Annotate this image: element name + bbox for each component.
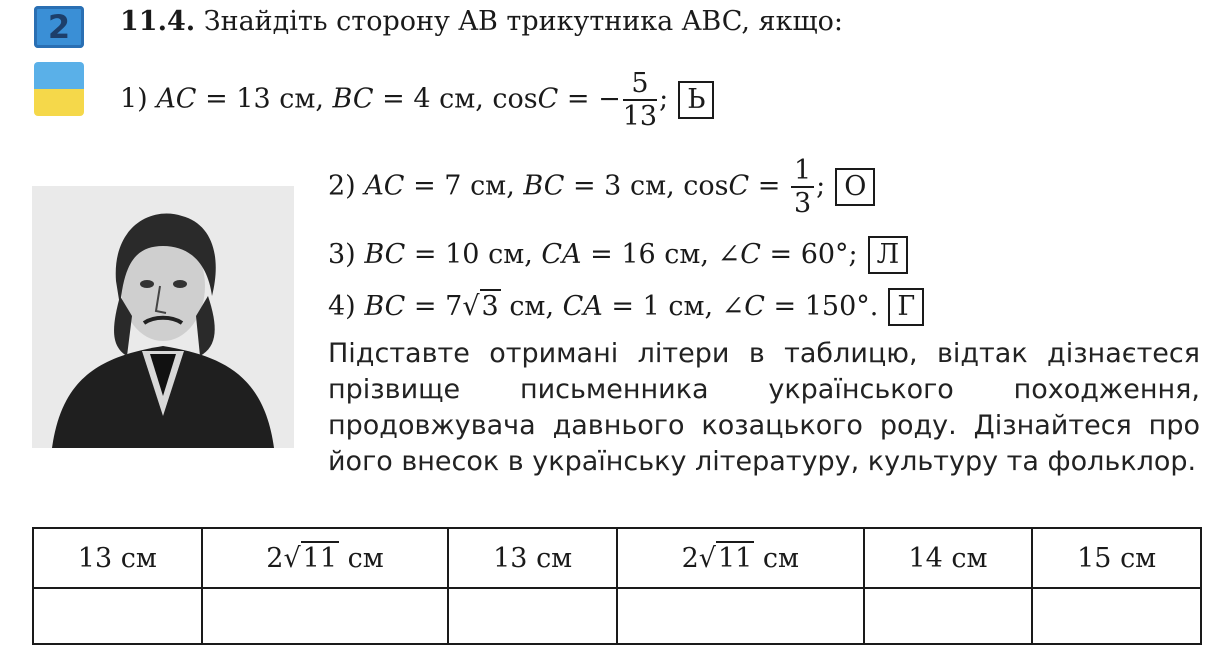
table-header-row [33,528,1201,588]
ukraine-flag-icon [34,62,84,116]
table-header-cell: 13 см [33,528,202,588]
fraction: $\frac{5}{13}$ [622,68,658,133]
table-answer-row [33,588,1201,644]
writer-portrait [32,186,294,448]
item-4: 4) BC = 7√3 см, CA = 1 см, ∠C = 150°. Г [328,288,924,326]
answer-cell[interactable] [617,588,864,644]
item-3: 3) BC = 10 см, CA = 16 см, ∠C = 60°; Л [328,236,908,274]
task-title [120,6,843,37]
answer-letter: Г [888,288,924,326]
answer-cell[interactable] [202,588,449,644]
task-prompt: Знайдіть сторону AB трикутника ABC, якщо: [203,6,843,37]
answer-cell[interactable] [1032,588,1201,644]
table-header-cell: 14 см [864,528,1033,588]
instructions-paragraph: Підставте отримані літери в таблицю, відтак дізнаєтеся прізвище письменника українського походження, продовжувача давнього козацького роду. Дізнайтеся про його внесок в українську літературу, культуру та фольклор. [328,338,1200,477]
task-number: 11.4. [120,6,196,37]
table-header-cell: 2√11 см [617,528,864,588]
answer-letter: Л [868,236,909,274]
level-badge [34,6,84,48]
fraction: $\frac{1}{3}$ [791,155,814,219]
table-header-cell: 2√11 см [202,528,449,588]
level-number: 2 [47,8,71,46]
answer-letter: Ь [678,81,714,119]
square-root: √3 [462,291,499,322]
item-1: 1) AC = 13 см, BC = 4 см, cosC = − $\frac{5}{13}$ ; Ь [120,68,714,132]
answer-cell[interactable] [448,588,617,644]
table-header-cell: 13 см [448,528,617,588]
answer-cell[interactable] [33,588,202,644]
item-2: 2) AC = 7 см, BC = 3 см, cosC = $\frac{1}{3}$ ; О [328,155,875,219]
answer-letter: О [835,168,875,206]
answer-cell[interactable] [864,588,1033,644]
table-header-cell: 15 см [1032,528,1201,588]
answer-table [32,527,1202,645]
